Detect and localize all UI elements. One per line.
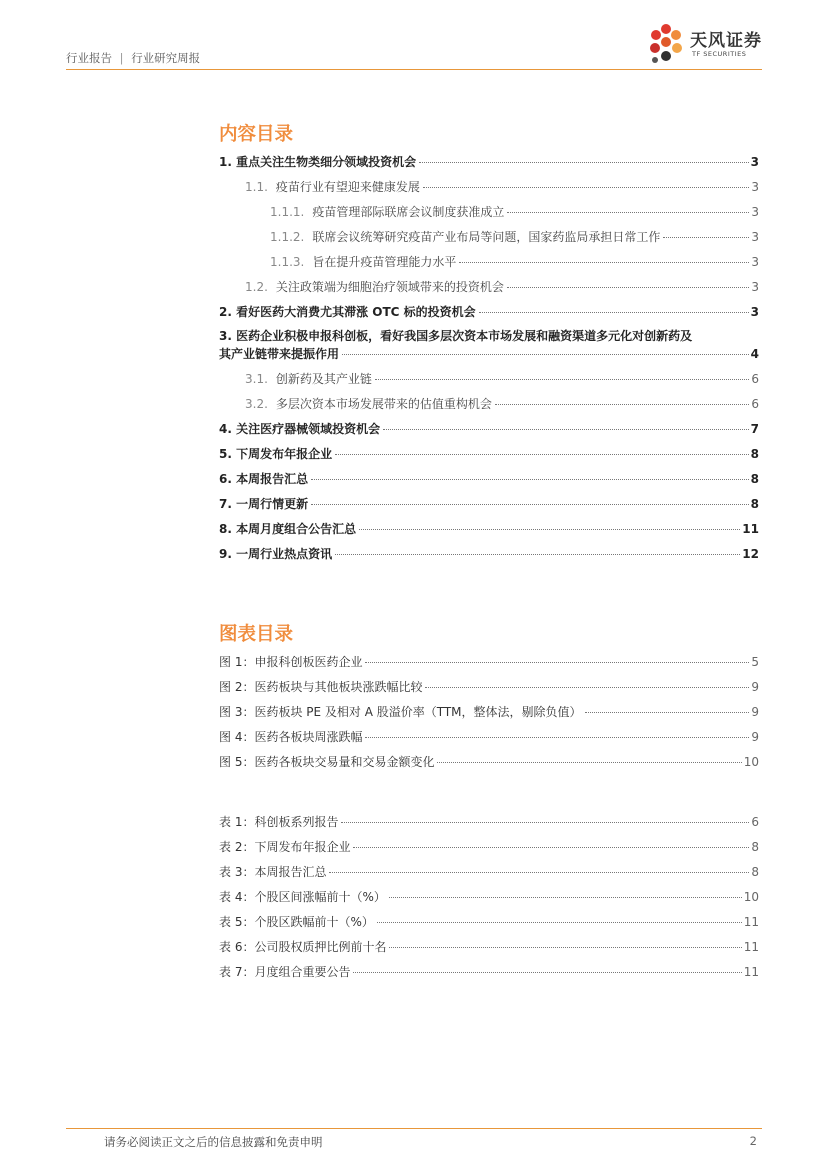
toc-title: 重点关注生物类细分领域投资机会 (236, 155, 417, 169)
table-page: 8 (751, 865, 759, 879)
figure-page: 5 (751, 655, 759, 669)
leader-dots (437, 762, 741, 763)
figure-label: 图 5：医药各板块交易量和交易金额变化 (219, 755, 435, 769)
toc-page: 12 (742, 547, 759, 561)
toc-number: 3.2. (245, 397, 268, 411)
figure-entry-1[interactable] (219, 653, 759, 669)
leader-dots (311, 504, 749, 505)
leader-dots (663, 237, 749, 238)
toc-title: 一周行情更新 (236, 497, 309, 511)
brand-name: 天风证券 (690, 31, 762, 51)
toc-page: 3 (751, 280, 759, 294)
toc-entry-4[interactable] (219, 420, 759, 436)
toc-title: 联席会议统筹研究疫苗产业布局等问题，国家药监局承担日常工作 (312, 230, 661, 244)
toc-title: 看好医药大消费尤其滞涨 OTC 标的投资机会 (236, 305, 476, 319)
toc-entry-9[interactable] (219, 545, 759, 561)
table-page: 11 (743, 915, 759, 929)
toc-page: 6 (751, 372, 759, 386)
toc-entry-8[interactable] (219, 520, 759, 536)
toc-page: 3 (751, 255, 759, 269)
toc-number: 6. (219, 472, 232, 486)
table-label: 表 7：月度组合重要公告 (219, 965, 351, 979)
brand-subtitle: TF SECURITIES (692, 50, 747, 58)
toc-title: 本周月度组合公告汇总 (236, 522, 357, 536)
leader-dots (335, 454, 749, 455)
leader-dots (335, 554, 740, 555)
toc-number: 1.1.2. (270, 230, 305, 244)
toc-page: 7 (750, 422, 759, 436)
table-entry-3[interactable] (219, 863, 759, 879)
figure-page: 10 (743, 755, 759, 769)
figure-label: 图 1：申报科创板医药企业 (219, 655, 363, 669)
toc-page: 3 (751, 180, 759, 194)
toc-number: 1.1. (245, 180, 268, 194)
table-label: 表 4：个股区间涨幅前十（%） (219, 890, 386, 904)
toc-entry-6[interactable] (219, 470, 759, 486)
toc-number: 4. (219, 422, 232, 436)
toc-entry-1[interactable] (219, 153, 759, 169)
leader-dots (507, 287, 749, 288)
table-entry-5[interactable] (219, 913, 759, 929)
table-label: 表 6：公司股权质押比例前十名 (219, 940, 387, 954)
toc-page: 8 (750, 447, 759, 461)
toc-title: 疫苗管理部际联席会议制度获准成立 (312, 205, 505, 219)
leader-dots (383, 429, 749, 430)
figures-heading: 图表目录 (219, 624, 294, 645)
footer-disclaimer: 请务必阅读正文之后的信息披露和免责申明 (104, 1135, 323, 1149)
page-number: 2 (749, 1134, 757, 1148)
figure-entry-3[interactable] (219, 703, 759, 719)
leader-dots (419, 162, 749, 163)
toc-entry-3-1[interactable] (245, 370, 759, 386)
toc-number: 3. (219, 329, 232, 343)
toc-entry-1-1-3[interactable] (270, 253, 759, 269)
leader-dots (353, 972, 741, 973)
figure-label: 图 4：医药各板块周涨跌幅 (219, 730, 363, 744)
leader-dots (353, 847, 749, 848)
toc-page: 6 (751, 397, 759, 411)
toc-number: 1.2. (245, 280, 268, 294)
leader-dots (389, 897, 742, 898)
toc-entry-1-1[interactable] (245, 178, 759, 194)
table-page: 11 (743, 940, 759, 954)
figure-label: 图 3：医药板块 PE 及相对 A 股溢价率（TTM，整体法，剔除负值） (219, 705, 582, 719)
leader-dots (359, 529, 740, 530)
toc-title: 多层次资本市场发展带来的估值重构机会 (275, 397, 492, 411)
header-category: 行业报告 (66, 51, 112, 65)
toc-entry-3-2[interactable] (245, 395, 759, 411)
toc-page: 8 (750, 497, 759, 511)
toc-page: 8 (750, 472, 759, 486)
toc-number: 3.1. (245, 372, 268, 386)
toc-number: 8. (219, 522, 232, 536)
flower-logo-icon (644, 20, 688, 68)
leader-dots (479, 312, 749, 313)
leader-dots (341, 822, 749, 823)
toc-entry-1-2[interactable] (245, 278, 759, 294)
table-label: 表 2：下周发布年报企业 (219, 840, 351, 854)
toc-entry-1-1-2[interactable] (270, 228, 759, 244)
toc-title: 旨在提升疫苗管理能力水平 (312, 255, 457, 269)
table-label: 表 1：科创板系列报告 (219, 815, 339, 829)
figure-label: 图 2：医药板块与其他板块涨跌幅比较 (219, 680, 423, 694)
toc-page: 3 (750, 155, 759, 169)
header-report-type: 行业研究周报 (131, 51, 201, 65)
leader-dots (329, 872, 749, 873)
leader-dots (495, 404, 749, 405)
toc-number: 2. (219, 305, 232, 319)
toc-page: 3 (750, 305, 759, 319)
leader-dots (311, 479, 749, 480)
leader-dots (507, 212, 749, 213)
leader-dots (365, 662, 749, 663)
toc-title: 一周行业热点资讯 (236, 547, 333, 561)
toc-title: 本周报告汇总 (236, 472, 309, 486)
leader-dots (389, 947, 741, 948)
toc-page: 3 (751, 230, 759, 244)
toc-entry-7[interactable] (219, 495, 759, 511)
toc-entry-2[interactable] (219, 303, 759, 319)
table-page: 10 (743, 890, 759, 904)
toc-title: 下周发布年报企业 (236, 447, 333, 461)
toc-heading: 内容目录 (219, 124, 294, 145)
footer-divider (66, 1128, 762, 1129)
toc-entry-3[interactable] (219, 327, 759, 361)
table-page: 8 (751, 840, 759, 854)
figure-entry-5[interactable] (219, 753, 759, 769)
toc-number: 7. (219, 497, 232, 511)
table-entry-1[interactable] (219, 813, 759, 829)
table-page: 6 (751, 815, 759, 829)
table-label: 表 3：本周报告汇总 (219, 865, 327, 879)
table-entry-4[interactable] (219, 888, 759, 904)
figure-page: 9 (751, 705, 759, 719)
toc-title: 关注政策端为细胞治疗领域带来的投资机会 (275, 280, 504, 294)
toc-page: 4 (750, 347, 759, 361)
table-entry-7[interactable] (219, 963, 759, 979)
toc-title: 创新药及其产业链 (275, 372, 372, 386)
header-divider (66, 69, 762, 70)
toc-title-line1: 医药企业积极申报科创板，看好我国多层次资本市场发展和融资渠道多元化对创新药及 (236, 329, 693, 343)
table-entry-6[interactable] (219, 938, 759, 954)
header-breadcrumb (66, 50, 200, 66)
toc-page: 11 (742, 522, 759, 536)
table-page: 11 (743, 965, 759, 979)
figure-page: 9 (751, 730, 759, 744)
toc-number: 1.1.1. (270, 205, 305, 219)
leader-dots (459, 262, 749, 263)
toc-number: 1.1.3. (270, 255, 305, 269)
leader-dots (375, 379, 749, 380)
leader-dots (425, 687, 749, 688)
figure-entry-4[interactable] (219, 728, 759, 744)
header-separator: | (119, 51, 124, 65)
leader-dots (377, 922, 742, 923)
table-entry-2[interactable] (219, 838, 759, 854)
table-label: 表 5：个股区跌幅前十（%） (219, 915, 374, 929)
toc-entry-5[interactable] (219, 445, 759, 461)
leader-dots (342, 354, 749, 355)
toc-number: 5. (219, 447, 232, 461)
toc-title-line2: 其产业链带来提振作用 (219, 347, 340, 361)
toc-title: 关注医疗器械领域投资机会 (236, 422, 381, 436)
leader-dots (423, 187, 749, 188)
leader-dots (365, 737, 749, 738)
toc-number: 1. (219, 155, 232, 169)
toc-page: 3 (751, 205, 759, 219)
leader-dots (585, 712, 750, 713)
page-header (66, 0, 762, 70)
toc-entry-1-1-1[interactable] (270, 203, 759, 219)
figure-entry-2[interactable] (219, 678, 759, 694)
toc-title: 疫苗行业有望迎来健康发展 (275, 180, 420, 194)
figure-page: 9 (751, 680, 759, 694)
toc-number: 9. (219, 547, 232, 561)
brand-logo (644, 20, 762, 68)
